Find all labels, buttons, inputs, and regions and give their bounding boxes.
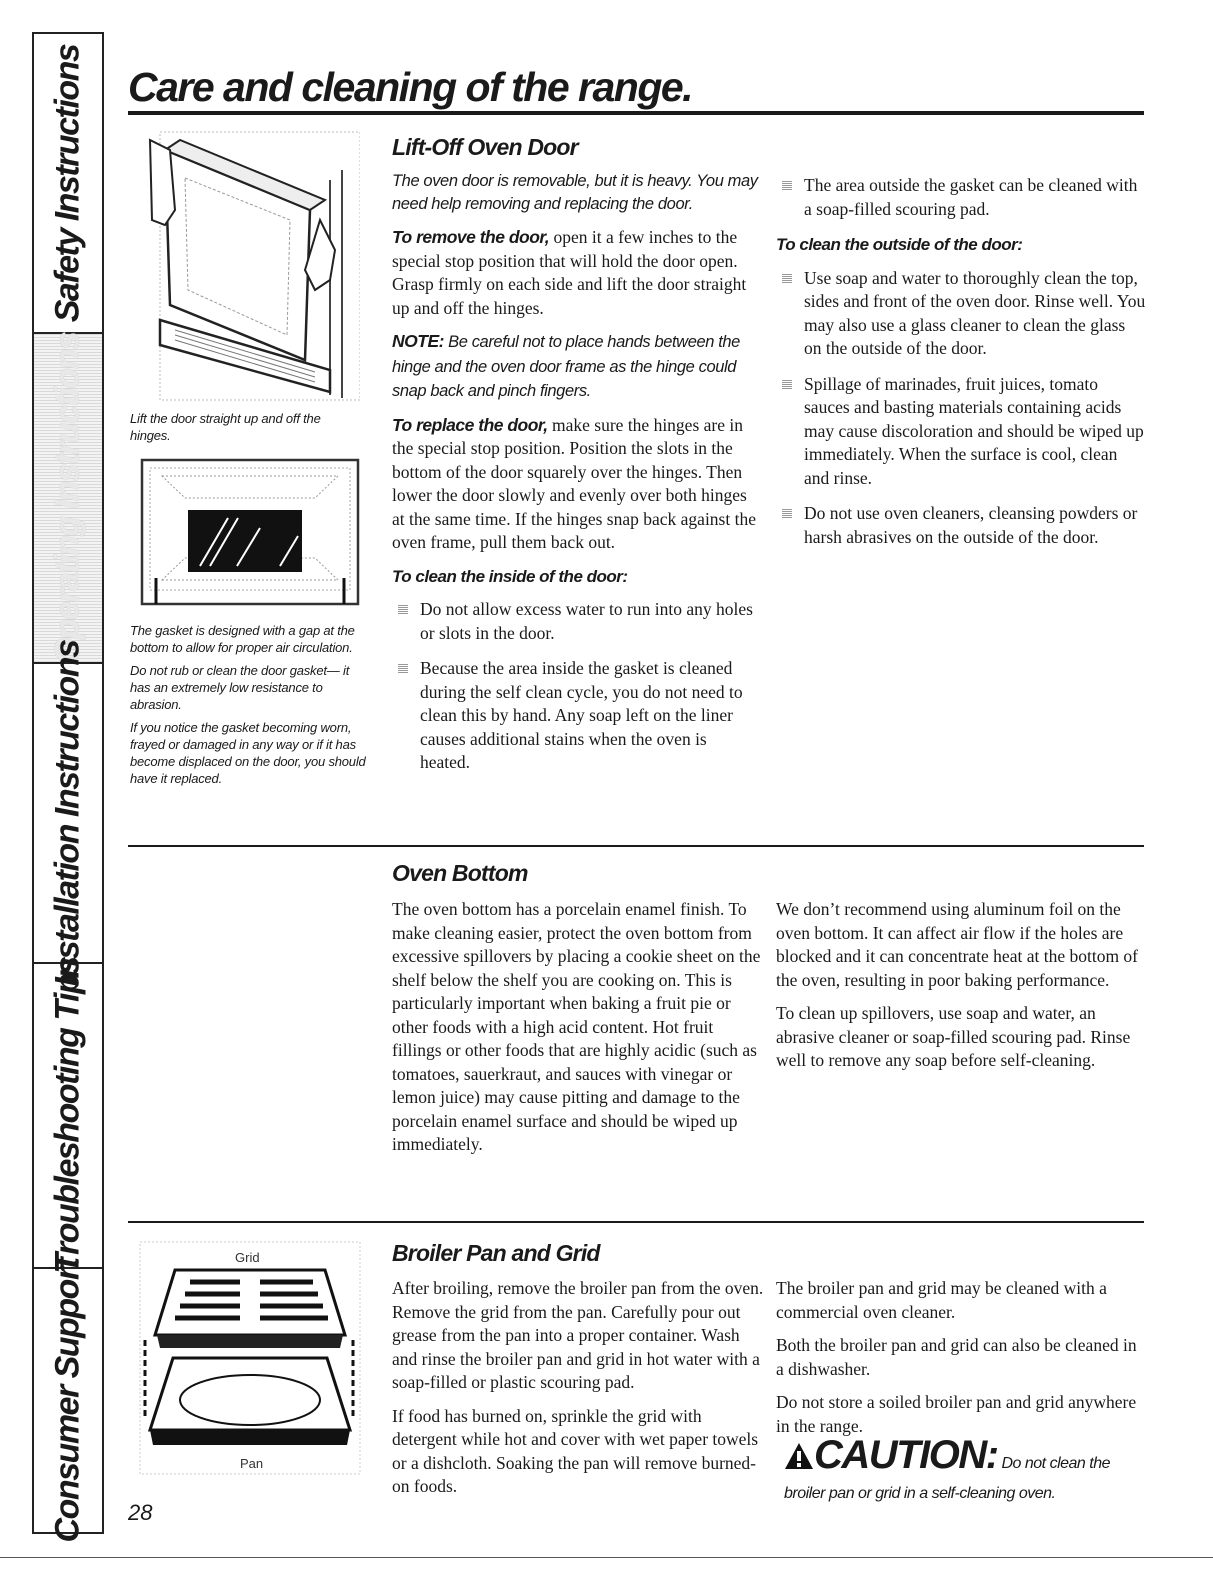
remove-door-lead: To remove the door, bbox=[392, 227, 550, 247]
gasket-captions bbox=[130, 622, 370, 793]
gasket-caption: Do not rub or clean the door gasket— it has an extremely low resistance to abrasion. bbox=[130, 663, 350, 712]
replace-door-text: make sure the hinges are in the special stop position. Position the slots in the bottom of the door squarely over the hinges. Then lower the door slowly and evenly over both hinges at the same time. If the hinges snap back against the oven frame, pull them back out. bbox=[392, 414, 756, 552]
oven-bottom-column-right bbox=[776, 898, 1148, 1083]
broiler-column-right bbox=[776, 1277, 1148, 1448]
broiler-paragraph: Both the broiler pan and grid can also be cleaned in a dishwasher. bbox=[776, 1335, 1137, 1379]
bullet-square-icon bbox=[782, 180, 792, 190]
tab-consumer-support[interactable] bbox=[34, 1258, 102, 1543]
broiler-pan-grid-illustration bbox=[135, 1240, 365, 1480]
section-title-lift-off-door: Lift-Off Oven Door bbox=[392, 134, 578, 160]
outside-door-heading: To clean the outside of the door: bbox=[776, 235, 1023, 254]
bullet-item bbox=[392, 598, 760, 645]
tab-operating-instructions[interactable] bbox=[34, 334, 102, 664]
bullet-item bbox=[776, 174, 1146, 221]
bullet-text: Spillage of marinades, fruit juices, tomato sauces and basting materials containing acids may cause discoloration and should be wiped up immediately. When the surface is cool, clean and rinse. bbox=[804, 373, 1144, 488]
tab-label: Troubleshooting Tips bbox=[48, 957, 87, 1274]
caution-text: Do not clean the broiler pan or grid in a self-cleaning oven. bbox=[784, 1455, 1110, 1502]
oven-bottom-paragraph: The oven bottom has a porcelain enamel finish. To make cleaning easier, protect the oven bottom from excessive spillovers by placing a cookie sheet on the shelf below the shelf you are cooking on. This is particularly important when baking a fruit pie or other foods with a high acid content. Hot fruit fillings or other foods that are highly acidic (such as tomatoes, sauerkraut, and sauces with vinegar or lemon juice) may cause pitting and damage to the porcelain enamel surface and should be wiped up immediately. bbox=[392, 899, 761, 1154]
oven-bottom-paragraph: To clean up spillovers, use soap and water, an abrasive cleaner or soap-filled scouring pad. Rinse well to remove any soap before self-cleaning. bbox=[776, 1003, 1131, 1070]
note-paragraph bbox=[392, 330, 760, 404]
door-column-right bbox=[776, 174, 1146, 561]
bullet-text: Do not allow excess water to run into any holes or slots in the door. bbox=[420, 599, 753, 643]
note-text: Be careful not to place hands between the hinge and the oven door frame as the hinge could snap back and pinch fingers. bbox=[392, 333, 740, 400]
remove-door-instructions bbox=[392, 226, 760, 320]
broiler-paragraph: The broiler pan and grid may be cleaned with a commercial oven cleaner. bbox=[776, 1278, 1107, 1322]
tab-label: Consumer Support bbox=[48, 1258, 87, 1543]
oven-gasket-illustration bbox=[140, 458, 362, 608]
tab-installation-instructions[interactable] bbox=[34, 640, 102, 986]
section-divider bbox=[128, 1221, 1144, 1223]
inside-door-heading: To clean the inside of the door: bbox=[392, 566, 628, 586]
tab-label: Installation Instructions bbox=[48, 640, 87, 986]
page-number: 28 bbox=[128, 1500, 153, 1525]
broiler-paragraph: After broiling, remove the broiler pan from the oven. Remove the grid from the pan. Carefully pour out grease from the pan into a proper container. Wash and rinse the broiler pan and grid in hot water with a soap-filled or plastic scouring pad. bbox=[392, 1278, 764, 1392]
bullet-text: Use soap and water to thoroughly clean the top, sides and front of the oven door. Rinse well. You may also use a glass cleaner to clean the glass on the outside of the door. bbox=[804, 267, 1146, 358]
note-lead: NOTE: bbox=[392, 331, 444, 351]
remove-door-text: open it a few inches to the special stop position that will hold the door open. Grasp firmly on each side and lift the door straight up and off the hinges. bbox=[392, 227, 747, 318]
bullet-item bbox=[776, 373, 1146, 491]
bullet-square-icon bbox=[782, 273, 792, 283]
bullet-text: The area outside the gasket can be cleaned with a soap-filled scouring pad. bbox=[804, 175, 1138, 219]
bullet-text: Because the area inside the gasket is cleaned during the self clean cycle, you do not need to clean this by hand. Any soap left on the liner causes additional stains when the oven is heated. bbox=[420, 658, 743, 772]
bullet-square-icon bbox=[782, 379, 792, 389]
bullet-item bbox=[776, 502, 1146, 549]
tab-label: Safety Instructions bbox=[48, 44, 87, 322]
title-rule bbox=[128, 111, 1144, 115]
bullet-square-icon bbox=[398, 604, 408, 614]
oven-bottom-column-left bbox=[392, 898, 764, 1167]
section-tab-bar bbox=[32, 32, 104, 1543]
section-title-broiler-pan: Broiler Pan and Grid bbox=[392, 1240, 600, 1266]
broiler-column-left bbox=[392, 1277, 764, 1509]
oven-bottom-paragraph: We don’t recommend using aluminum foil on the oven bottom. It can affect air flow if the holes are blocked and it can concentrate heat at the bottom of the oven, resulting in poor baking performance. bbox=[776, 899, 1139, 990]
caution-notice bbox=[784, 1433, 1154, 1509]
tab-troubleshooting-tips[interactable] bbox=[34, 957, 102, 1274]
bullet-text: Do not use oven cleaners, cleansing powders or harsh abrasives on the outside of the door. bbox=[804, 503, 1138, 547]
caution-word: CAUTION: bbox=[814, 1433, 998, 1477]
grid-label: Grid bbox=[235, 1250, 260, 1265]
bullet-square-icon bbox=[398, 663, 408, 673]
broiler-paragraph: If food has burned on, sprinkle the grid with detergent while hot and cover with wet paper towels or a dishcloth. Soaking the pan will remove burned-on foods. bbox=[392, 1405, 759, 1496]
door-removal-illustration bbox=[130, 130, 360, 405]
gasket-caption: The gasket is designed with a gap at the bottom to allow for proper air circulation. bbox=[130, 623, 355, 655]
page-bottom-edge bbox=[0, 1557, 1213, 1558]
tab-label: Operating Instructions bbox=[48, 332, 87, 664]
gasket-caption: If you notice the gasket becoming worn, frayed or damaged in any way or if it has become displaced on the door, you should have it replaced. bbox=[130, 720, 366, 786]
replace-door-instructions bbox=[392, 414, 760, 555]
bullet-item bbox=[392, 657, 760, 775]
door-column-left bbox=[392, 170, 760, 787]
broiler-paragraph: Do not store a soiled broiler pan and grid anywhere in the range. bbox=[776, 1392, 1137, 1436]
section-divider bbox=[128, 845, 1144, 847]
section-title-oven-bottom: Oven Bottom bbox=[392, 860, 528, 886]
door-figure-caption: Lift the door straight up and off the hinges. bbox=[130, 411, 321, 443]
replace-door-lead: To replace the door, bbox=[392, 414, 548, 435]
page-title: Care and cleaning of the range. bbox=[128, 64, 693, 110]
door-intro: The oven door is removable, but it is heavy. You may need help removing and replacing the door. bbox=[392, 172, 758, 213]
warning-triangle-icon bbox=[784, 1442, 814, 1470]
pan-label: Pan bbox=[240, 1456, 264, 1471]
bullet-item bbox=[776, 267, 1146, 361]
tab-safety-instructions[interactable] bbox=[34, 34, 102, 334]
bullet-square-icon bbox=[782, 508, 792, 518]
